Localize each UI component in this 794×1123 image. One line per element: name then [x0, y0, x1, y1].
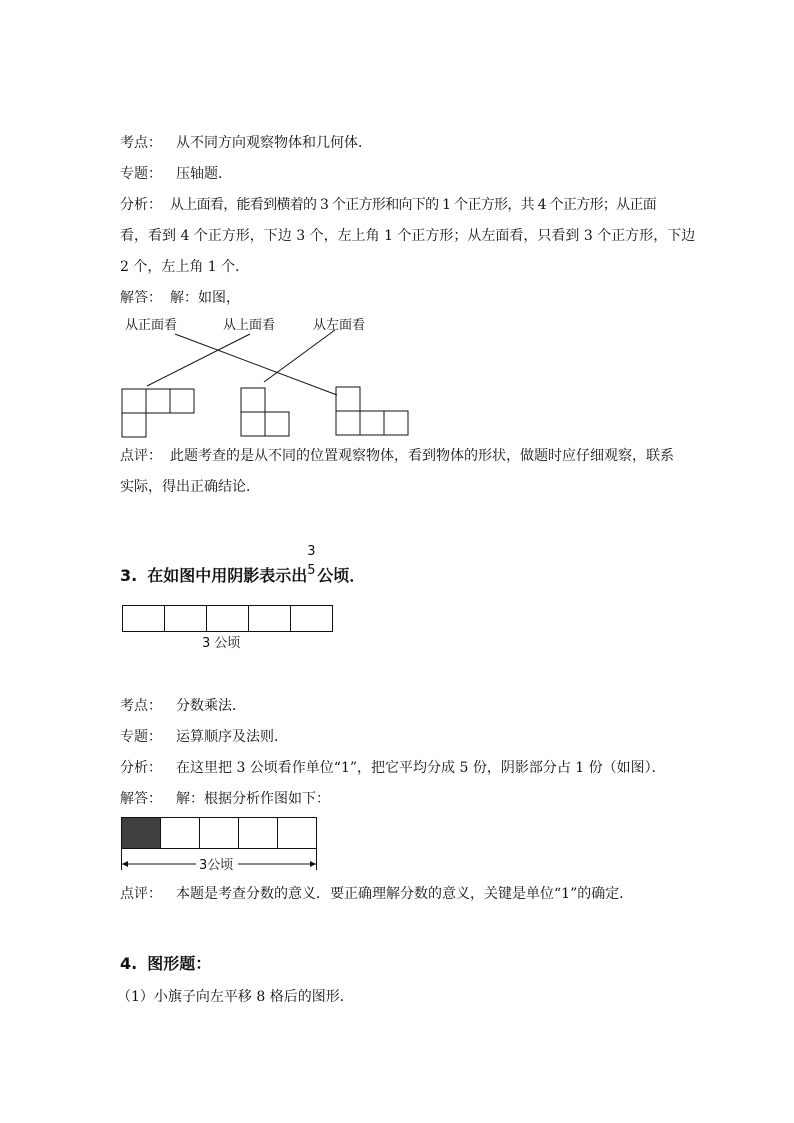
q3-title-post: 公顷．: [317, 566, 366, 585]
q4-title: 图形题：: [147, 954, 212, 973]
connector-left: [264, 330, 335, 382]
fenxi-line1: 从上面看，能看到横着的 3 个正方形和向下的 1 个正方形，共 4 个正方形；从正面: [170, 197, 657, 213]
q3-kaodian-label: 考点：: [120, 698, 162, 714]
zhuanti-label: 专题：: [120, 166, 162, 182]
q3-fenxi-text: 在这里把 3 公顷看作单位“1”，把它平均分成 5 份，阴影部分占 1 份（如图）．: [176, 760, 666, 776]
fenxi-label: 分析：: [120, 197, 162, 213]
q3-fenxi-label: 分析：: [120, 760, 162, 776]
hectare-bar: [0, 595, 794, 655]
top-view-shape: [122, 389, 194, 437]
q3-jieda-row: [120, 789, 330, 809]
connector-top: [147, 334, 250, 386]
q4-number: 4.: [120, 954, 138, 973]
hectare-bar-label: 3 公顷: [202, 636, 241, 651]
connector-front: [175, 334, 337, 395]
fraction-denominator: 5: [307, 563, 316, 578]
q3-jieda-text: 解：根据分析作图如下：: [176, 791, 330, 807]
q3-heading: [120, 544, 366, 586]
dianping-line2: 实际，得出正确结论．: [120, 479, 260, 495]
q3-zhuanti-text: 运算顺序及法则．: [176, 729, 288, 745]
arrow-left: [122, 861, 128, 867]
q3-zhuanti-row: [120, 727, 288, 747]
jieda-label: 解答：: [120, 290, 162, 306]
label-front-view: 从正面看: [125, 318, 178, 333]
fraction: [307, 544, 317, 581]
q3-kaodian-row: [120, 696, 246, 716]
dianping-line1: 此题考查的是从不同的位置观察物体，看到物体的形状，做题时应仔细观察，联系: [170, 448, 674, 464]
q3-jieda-label: 解答：: [120, 791, 162, 807]
q3-dianping-row: [120, 884, 633, 904]
kaodian-label: 考点：: [120, 135, 162, 151]
q3-dianping-text: 本题是考查分数的意义．要正确理解分数的意义，关键是单位“1”的确定．: [176, 886, 634, 902]
views-figure: [0, 0, 794, 450]
q4-sub1: （1）小旗子向左平移 8 格后的图形．: [117, 989, 354, 1005]
arrow-right: [310, 861, 316, 867]
q4-heading: [120, 951, 211, 974]
fenxi-line3: 2 个，左上角 1 个．: [120, 259, 250, 275]
q3-fenxi-row: [120, 758, 666, 778]
q3-kaodian-text: 分数乘法．: [176, 698, 246, 714]
label-left-view: 从左面看: [313, 318, 366, 333]
answer-bar-label: 3公顷: [199, 858, 234, 873]
dianping-label: 点评：: [120, 448, 162, 464]
jieda-text: 解：如图，: [170, 290, 240, 306]
kaodian-text: 从不同方向观察物体和几何体．: [176, 135, 372, 151]
label-top-view: 从上面看: [223, 318, 276, 333]
dianping-row: [120, 446, 674, 466]
zhuanti-text: 压轴题．: [176, 166, 232, 182]
front-view-shape: [336, 387, 408, 435]
left-view-shape: [241, 388, 289, 436]
q3-dianping-label: 点评：: [120, 886, 162, 902]
fraction-numerator: 3: [307, 544, 316, 559]
shaded-cell: [122, 818, 161, 849]
q3-number: 3.: [120, 566, 138, 585]
answer-bar: [0, 812, 794, 878]
q3-zhuanti-label: 专题：: [120, 729, 162, 745]
q3-title-pre: 在如图中用阴影表示出: [147, 566, 308, 585]
fenxi-line2: 看，看到 4 个正方形，下边 3 个，左上角 1 个正方形；从左面看，只看到 3 个正方形，下边: [120, 228, 696, 244]
